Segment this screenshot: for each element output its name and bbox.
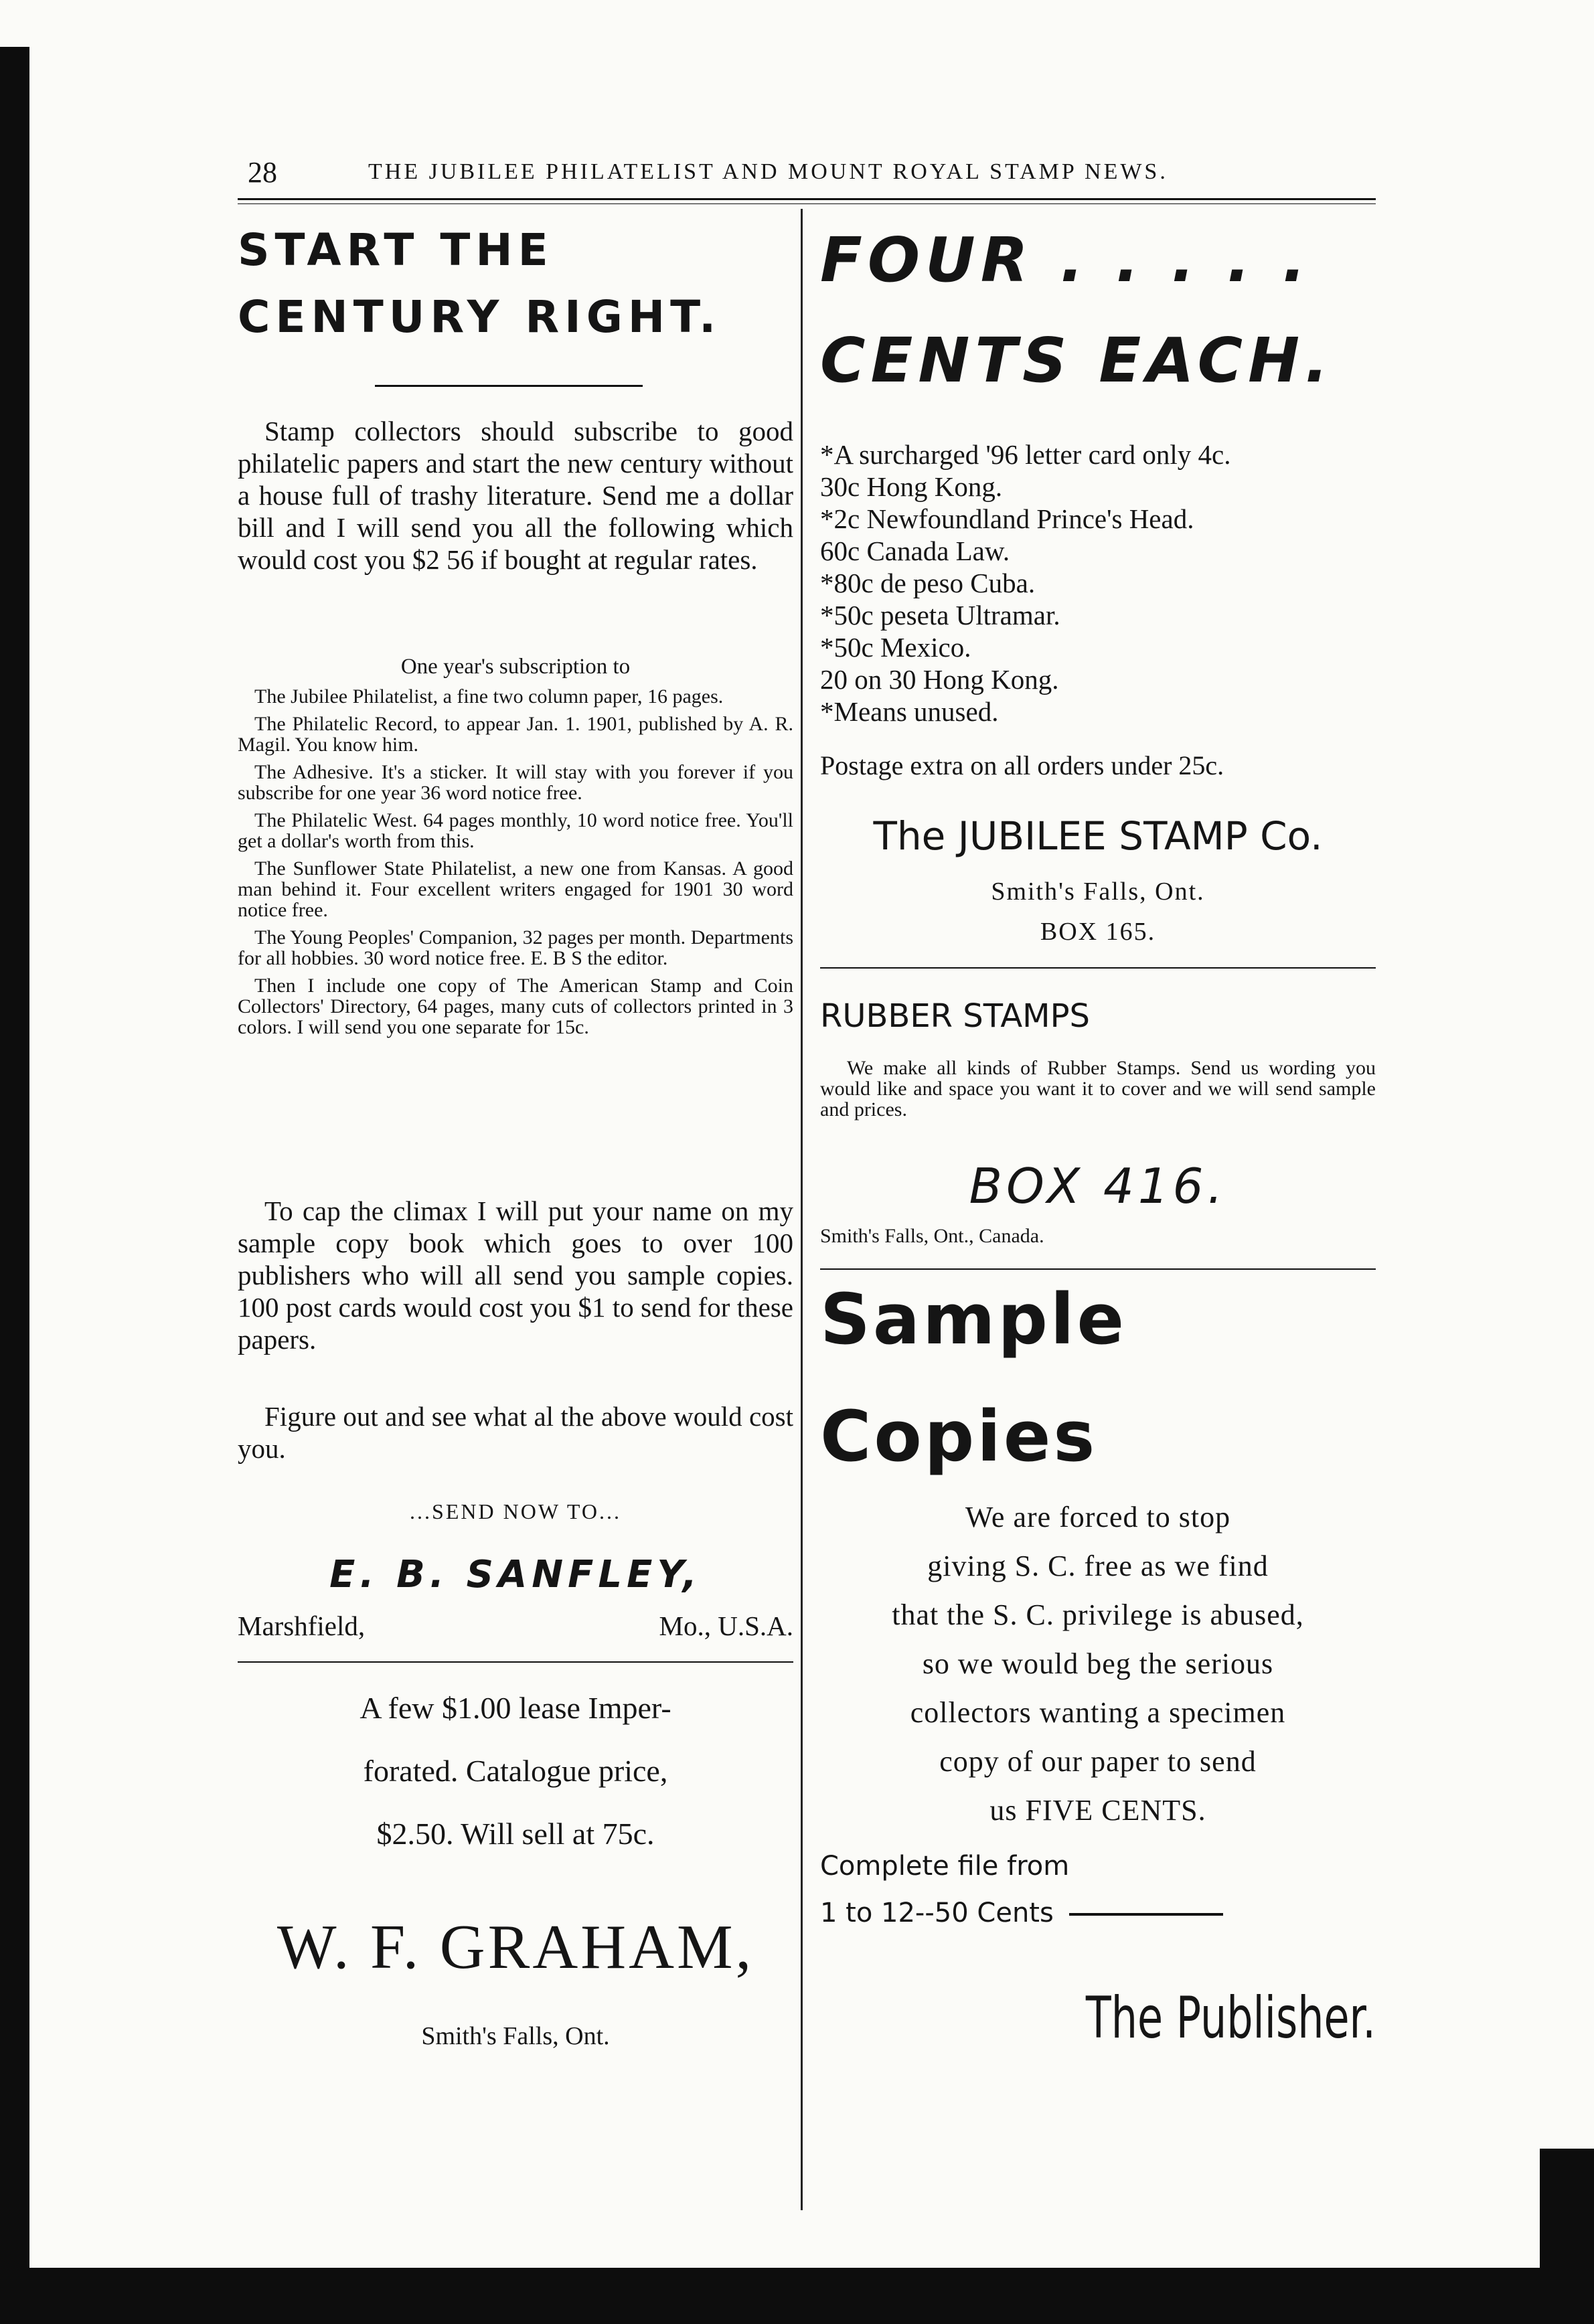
list-item: 20 on 30 Hong Kong. xyxy=(820,664,1059,695)
headline-four: FOUR . . . . . xyxy=(820,224,1311,296)
list-item: The Jubilee Philatelist, a fine two column paper, 16 pages. xyxy=(254,685,724,708)
graham-city: Smith's Falls, Ont. xyxy=(421,2022,610,2050)
header-rule xyxy=(238,198,1376,200)
headline-century-right: CENTURY RIGHT. xyxy=(238,291,722,343)
subscription-heading: One year's subscription to xyxy=(400,655,631,679)
price-dash xyxy=(1069,1913,1223,1916)
sample-text-line: us FIVE CENTS. xyxy=(989,1794,1206,1827)
sample-text-line: that the S. C. privilege is abused, xyxy=(892,1598,1304,1631)
send-now-line: ...SEND NOW TO... xyxy=(410,1499,621,1523)
list-item: *A surcharged '96 letter card only 4c. xyxy=(820,439,1231,470)
imperf-line: $2.50. Will sell at 75c. xyxy=(376,1817,655,1851)
rubber-city: Smith's Falls, Ont., Canada. xyxy=(820,1225,1044,1247)
section-rule-left xyxy=(238,1661,793,1663)
page-number: 28 xyxy=(248,156,277,189)
scan-edge-bottom xyxy=(0,2268,1594,2324)
file-price: 1 to 12--50 Cents xyxy=(820,1898,1054,1928)
advertiser-city: Marshfield, xyxy=(238,1610,366,1641)
right-column xyxy=(820,208,1376,2209)
list-item: The Sunflower State Philatelist, a new one from Kansas. A good man behind it. Four excellent writers engaged for 1901 30 word notice free. xyxy=(238,857,793,921)
file-price-line xyxy=(820,1898,1376,1928)
company-name: The JUBILEE STAMP Co. xyxy=(873,813,1323,859)
headline-underline xyxy=(375,385,643,387)
climax-paragraph: To cap the climax I will put your name on my sample copy book which goes to over 100 publishers who will all send you sample copies. 100 post cards would cost you $1 to send for these papers. xyxy=(238,1195,793,1355)
sample-text-line: so we would beg the serious xyxy=(922,1647,1274,1680)
list-item: 60c Canada Law. xyxy=(820,535,1010,566)
column-divider xyxy=(801,209,803,2210)
list-item: Then I include one copy of The American Stamp and Coin Collectors' Directory, 64 pages, many cuts of collectors printed in 3 colors. I will send you one separate for 15c. xyxy=(238,975,793,1038)
list-item: *50c Mexico. xyxy=(820,632,971,663)
rubber-stamps-heading: RUBBER STAMPS xyxy=(820,997,1091,1035)
scan-edge-left xyxy=(0,47,29,2324)
sample-copies-text xyxy=(820,1493,1376,1835)
list-item: 30c Hong Kong. xyxy=(820,471,1003,502)
intro-paragraph: Stamp collectors should subscribe to good philatelic papers and start the new century without a house full of trashy literature. Send me a dollar bill and I will send you all the following which would cost you $2 56 if bought at regular rates. xyxy=(238,416,793,575)
list-item: *80c de peso Cuba. xyxy=(820,568,1036,598)
subscription-list xyxy=(238,686,793,1044)
section-rule-right-2 xyxy=(820,1268,1376,1270)
list-item: *2c Newfoundland Prince's Head. xyxy=(820,503,1194,534)
scan-edge-right xyxy=(1540,2149,1594,2324)
advertiser-state: Mo., U.S.A. xyxy=(659,1610,793,1641)
advertiser-name: E. B. SANFLEY, xyxy=(329,1553,702,1596)
copies-heading: Copies xyxy=(820,1396,1098,1477)
imperf-offer xyxy=(238,1677,793,1865)
company-box: BOX 165. xyxy=(1040,918,1156,946)
imperf-line: forated. Catalogue price, xyxy=(363,1754,668,1788)
headline-start-the: START THE xyxy=(238,224,554,276)
sample-text-line: We are forced to stop xyxy=(965,1501,1231,1533)
rubber-box: BOX 416. xyxy=(969,1158,1227,1214)
rubber-stamps-text: We make all kinds of Rubber Stamps. Send us wording you would like and space you want it to cover and we will send sample and prices. xyxy=(820,1057,1376,1120)
list-item: The Young Peoples' Companion, 32 pages per month. Departments for all hobbies. 30 word notice free. E. B S the editor. xyxy=(238,926,793,969)
postage-note: Postage extra on all orders under 25c. xyxy=(820,750,1224,780)
left-column xyxy=(238,208,793,2209)
publisher-signature: The Publisher. xyxy=(1085,1985,1376,2052)
sample-text-line: copy of our paper to send xyxy=(939,1745,1257,1778)
list-item: *50c peseta Ultramar. xyxy=(820,600,1060,631)
sample-heading: Sample xyxy=(820,1278,1127,1360)
list-item: The Philatelic Record, to appear Jan. 1. 1901, published by A. R. Magil. You know him. xyxy=(238,713,793,756)
complete-file-line: Complete file from xyxy=(820,1851,1070,1882)
list-item: *Means unused. xyxy=(820,696,999,727)
sample-text-line: collectors wanting a specimen xyxy=(910,1696,1286,1729)
stamp-list xyxy=(820,438,1376,728)
sample-text-line: giving S. C. free as we find xyxy=(927,1550,1269,1582)
list-item: The Philatelic West. 64 pages monthly, 10 word notice free. You'll get a dollar's worth from this. xyxy=(238,809,793,852)
section-rule-right-1 xyxy=(820,967,1376,969)
figure-paragraph: Figure out and see what al the above would cost you. xyxy=(238,1401,793,1464)
header-rule-thin xyxy=(238,203,1376,204)
headline-cents-each: CENTS EACH. xyxy=(820,325,1334,396)
running-title: THE JUBILEE PHILATELIST AND MOUNT ROYAL STAMP NEWS. xyxy=(368,159,1168,184)
advertiser-address xyxy=(238,1610,793,1642)
graham-name: W. F. GRAHAM, xyxy=(276,1912,754,1982)
list-item: The Adhesive. It's a sticker. It will stay with you forever if you subscribe for one year 36 word notice free. xyxy=(238,761,793,804)
imperf-line: A few $1.00 lease Imper- xyxy=(360,1691,671,1725)
company-city: Smith's Falls, Ont. xyxy=(991,878,1205,906)
